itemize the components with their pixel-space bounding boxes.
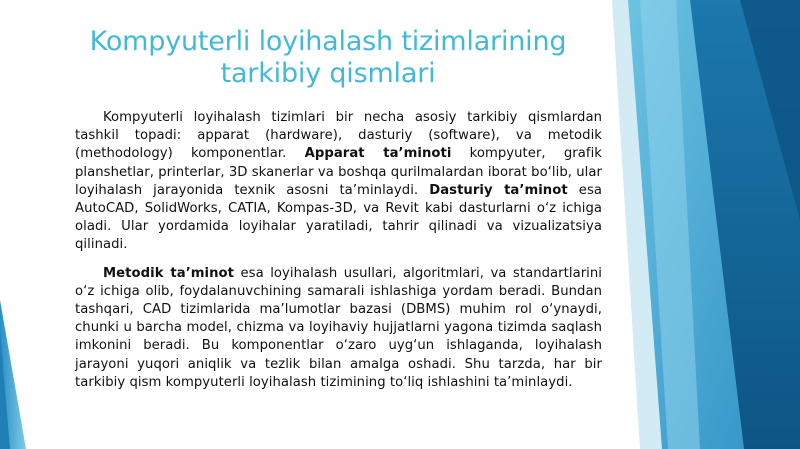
p1-text-1: Kompyuterli loyihalash tizimlari bir necha asosiy tarkibiy qismlardan tashkil topadi: apparat (hardware), dasturiy (software), va metodik (methodology) komponentlar. xyxy=(75,110,602,162)
p1-text-2: kompyuter, grafik planshetlar, printerlar, 3D skanerlar va boshqa qurilmalardan iborat bo‘lib, ular loyihalash jarayonida texnik asosni ta’minlaydi. xyxy=(75,146,602,198)
title-line-2: tarkibiy qismlari xyxy=(220,58,436,89)
p2-text-1: esa loyihalash usullari, algoritmlari, va standartlarini o‘z ichiga olib, foydalanuvchining samarali ishlashiga yordam beradi. Bundan tashqari, CAD tizimlarida ma’lumotlar bazasi (DBMS) muhim rol o‘ynaydi, chunki u barcha model, chizma va loyihaviy hujjatlarni yagona tizimda saqlash imkonini beradi. Bu komponentlar o‘zaro uyg‘un ishlaganda, loyihalash jarayoni yuqori aniqlik va tezlik bilan amalga oshadi. Shu tarzda, har bir tarkibiy qism kompyuterli loyihalash tizimining to‘liq ishlashini ta’minlaydi. xyxy=(75,265,603,390)
p1-text-3: esa AutoCAD, SolidWorks, CATIA, Kompas-3D, va Revit kabi dasturlarni o‘z ichiga oladi. Ular yordamida loyihalar yaratiladi, tahrir qilinadi va vizualizatsiya qilinadi. xyxy=(75,182,602,253)
slide-body xyxy=(75,109,602,402)
p1-bold-apparat: Apparat ta’minoti xyxy=(304,146,452,162)
title-line-1: Kompyuterli loyihalash tizimlarining xyxy=(89,26,567,57)
paragraph-1 xyxy=(75,109,602,255)
p2-bold-metodik: Metodik ta’minot xyxy=(103,265,235,281)
paragraph-2 xyxy=(75,265,602,392)
slide-title xyxy=(40,26,616,90)
p1-bold-dasturiy: Dasturiy ta’minot xyxy=(429,182,568,198)
